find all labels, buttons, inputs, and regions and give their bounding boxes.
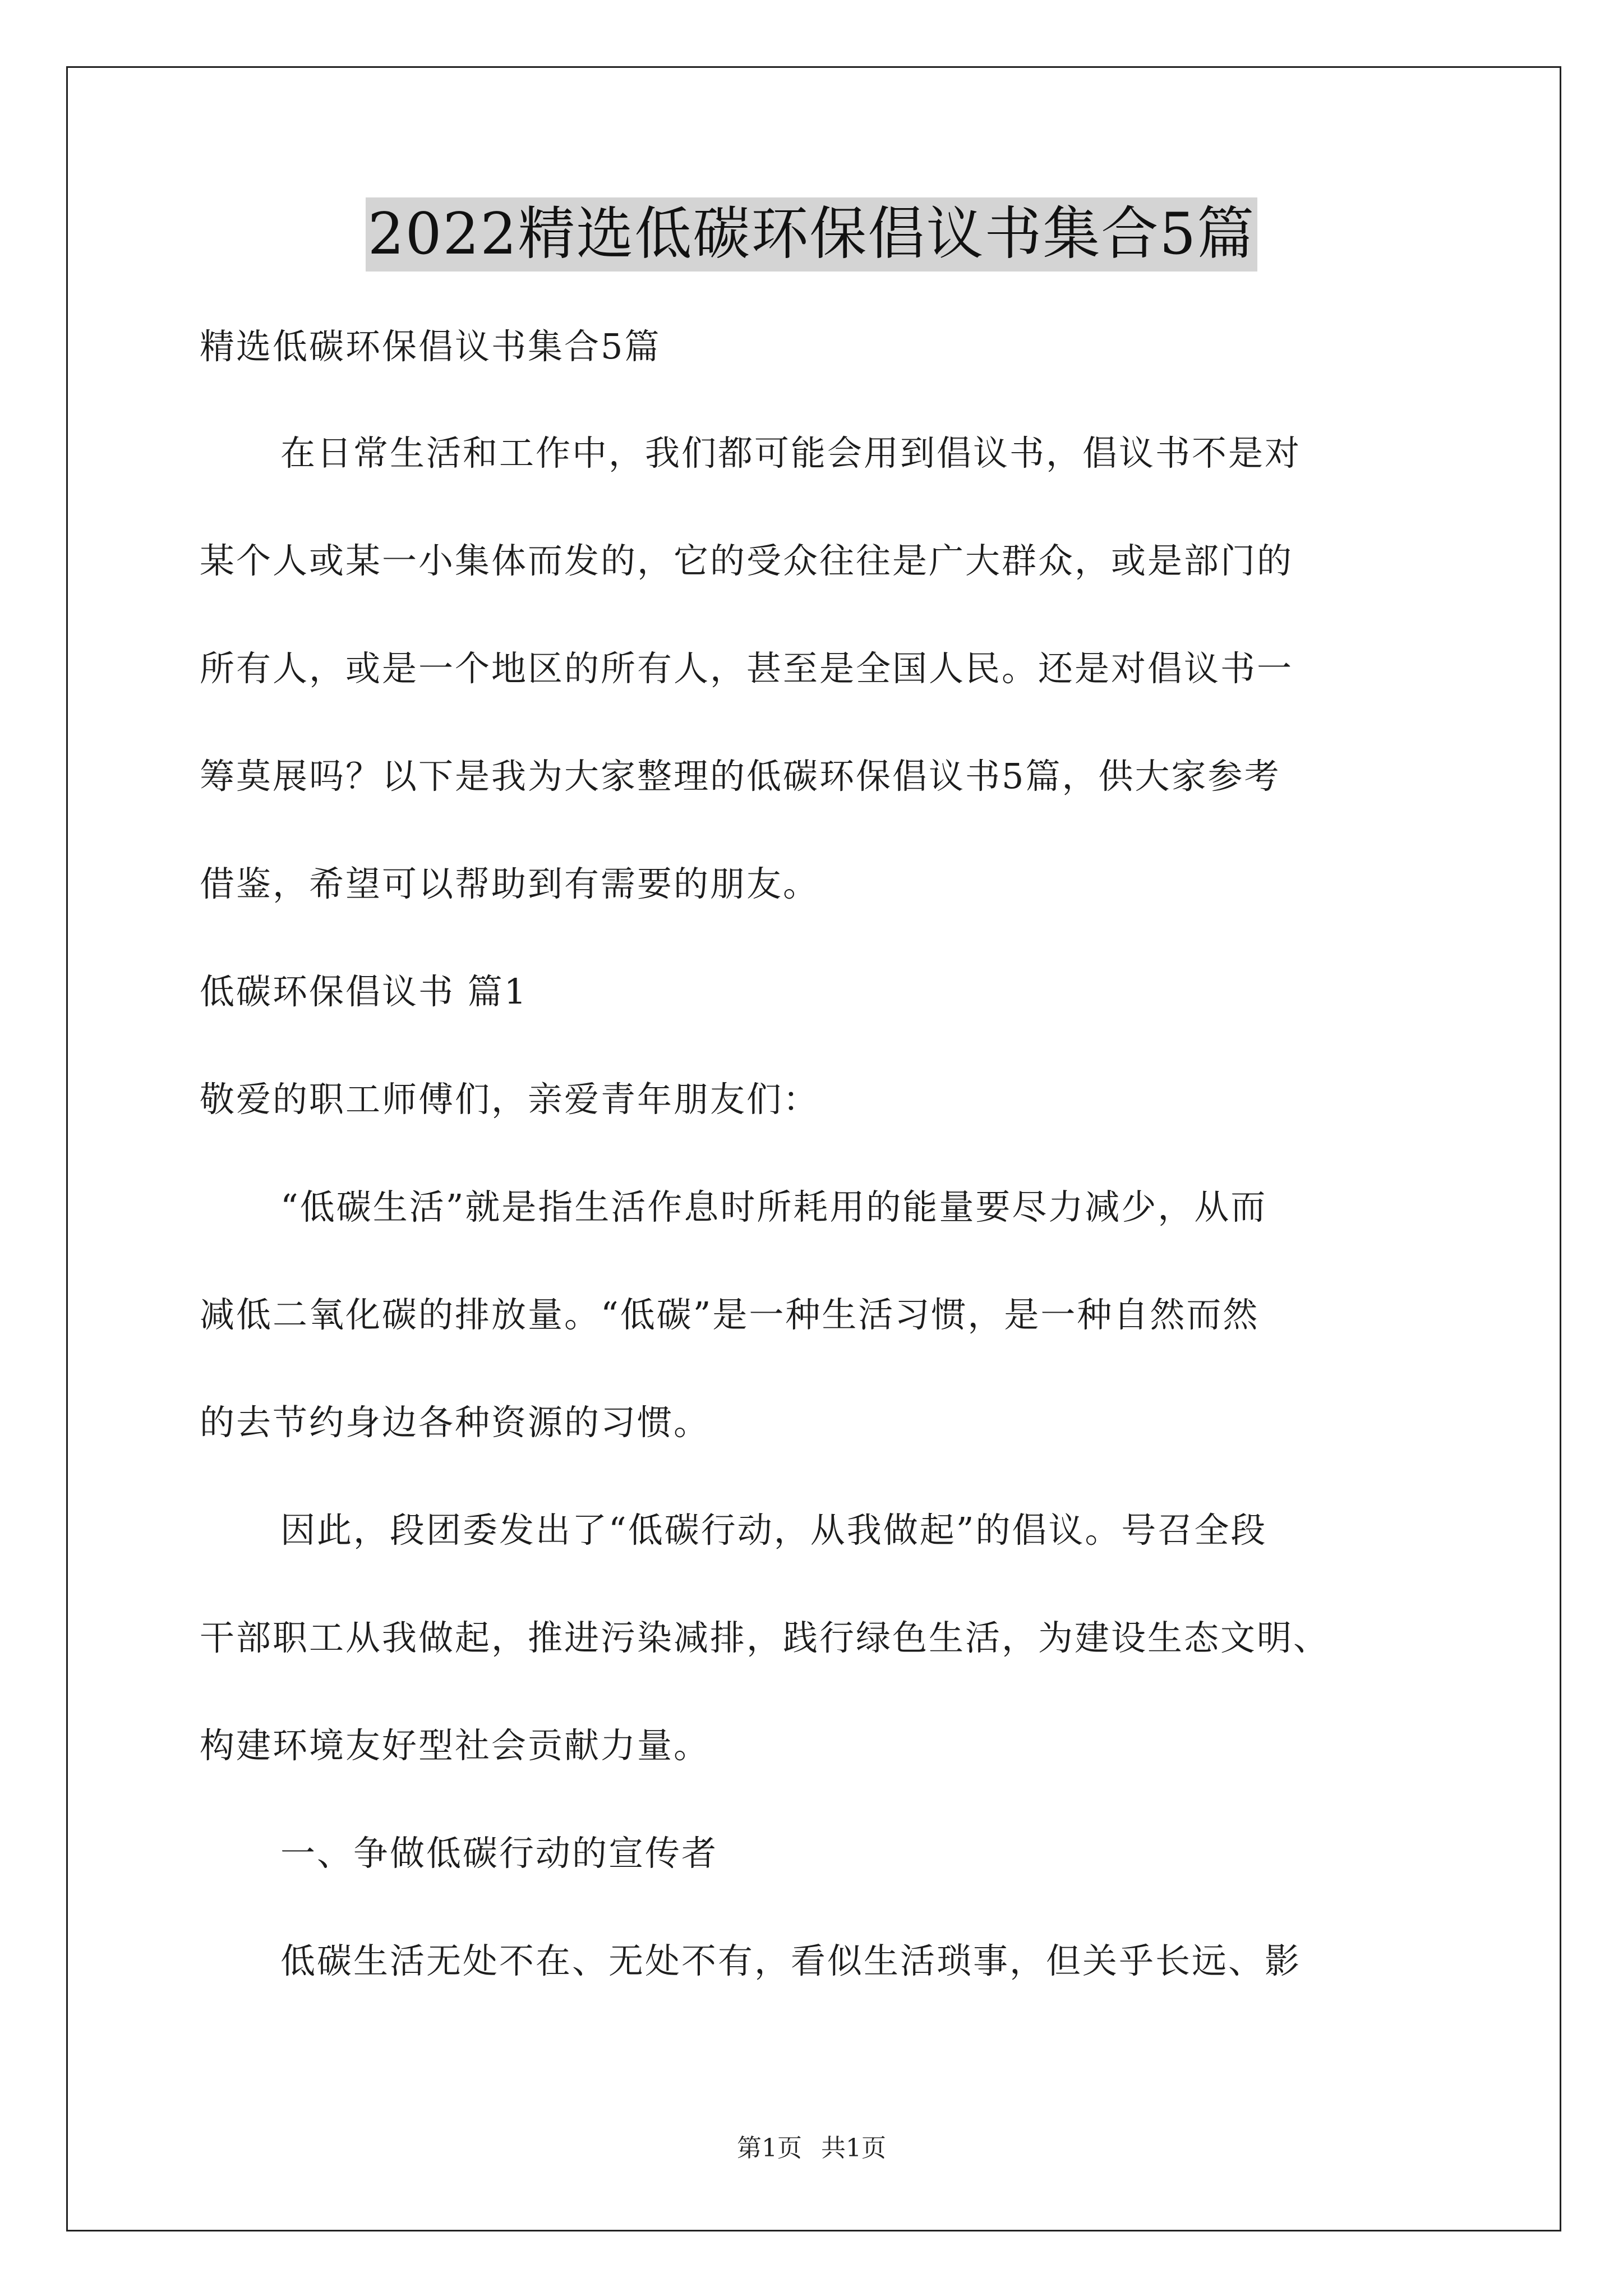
paragraph-line: “低碳生活”就是指生活作息时所耗用的能量要尽力减少，从而 xyxy=(280,1186,1267,1227)
page-total: 共1页 xyxy=(821,2134,886,2162)
subsection-heading: 一、争做低碳行动的宣传者 xyxy=(280,1833,718,1874)
paragraph-line: 某个人或某一小集体而发的，它的受众往往是广大群众，或是部门的 xyxy=(200,540,1294,581)
paragraph-line: 在日常生活和工作中，我们都可能会用到倡议书，倡议书不是对 xyxy=(280,432,1302,473)
paragraph-line: 因此，段团委发出了“低碳行动，从我做起”的倡议。号召全段 xyxy=(280,1510,1267,1550)
paragraph-line: 低碳生活无处不在、无处不有，看似生活琐事，但关乎长远、影 xyxy=(280,1940,1302,1981)
subtitle-line: 精选低碳环保倡议书集合5篇 xyxy=(200,326,661,367)
paragraph-line: 所有人，或是一个地区的所有人，甚至是全国人民。还是对倡议书一 xyxy=(200,648,1294,689)
paragraph-line: 筹莫展吗？以下是我为大家整理的低碳环保倡议书5篇，供大家参考 xyxy=(200,756,1281,797)
paragraph-line: 构建环境友好型社会贡献力量。 xyxy=(200,1725,711,1766)
paragraph-line: 借鉴，希望可以帮助到有需要的朋友。 xyxy=(200,863,820,904)
page-border xyxy=(66,66,1561,2231)
section-heading: 低碳环保倡议书 篇1 xyxy=(200,971,528,1012)
page-number: 第1页 xyxy=(737,2134,802,2162)
document-title: 2022精选低碳环保倡议书集合5篇 xyxy=(366,197,1257,272)
title-container xyxy=(0,197,1623,272)
salutation-line: 敬爱的职工师傅们，亲爱青年朋友们： xyxy=(200,1079,820,1120)
paragraph-line: 的去节约身边各种资源的习惯。 xyxy=(200,1402,711,1443)
paragraph-line: 干部职工从我做起，推进污染减排，践行绿色生活，为建设生态文明、 xyxy=(200,1617,1330,1658)
paragraph-line: 减低二氧化碳的排放量。“低碳”是一种生活习惯，是一种自然而然 xyxy=(200,1294,1260,1335)
page-footer xyxy=(0,2132,1623,2165)
